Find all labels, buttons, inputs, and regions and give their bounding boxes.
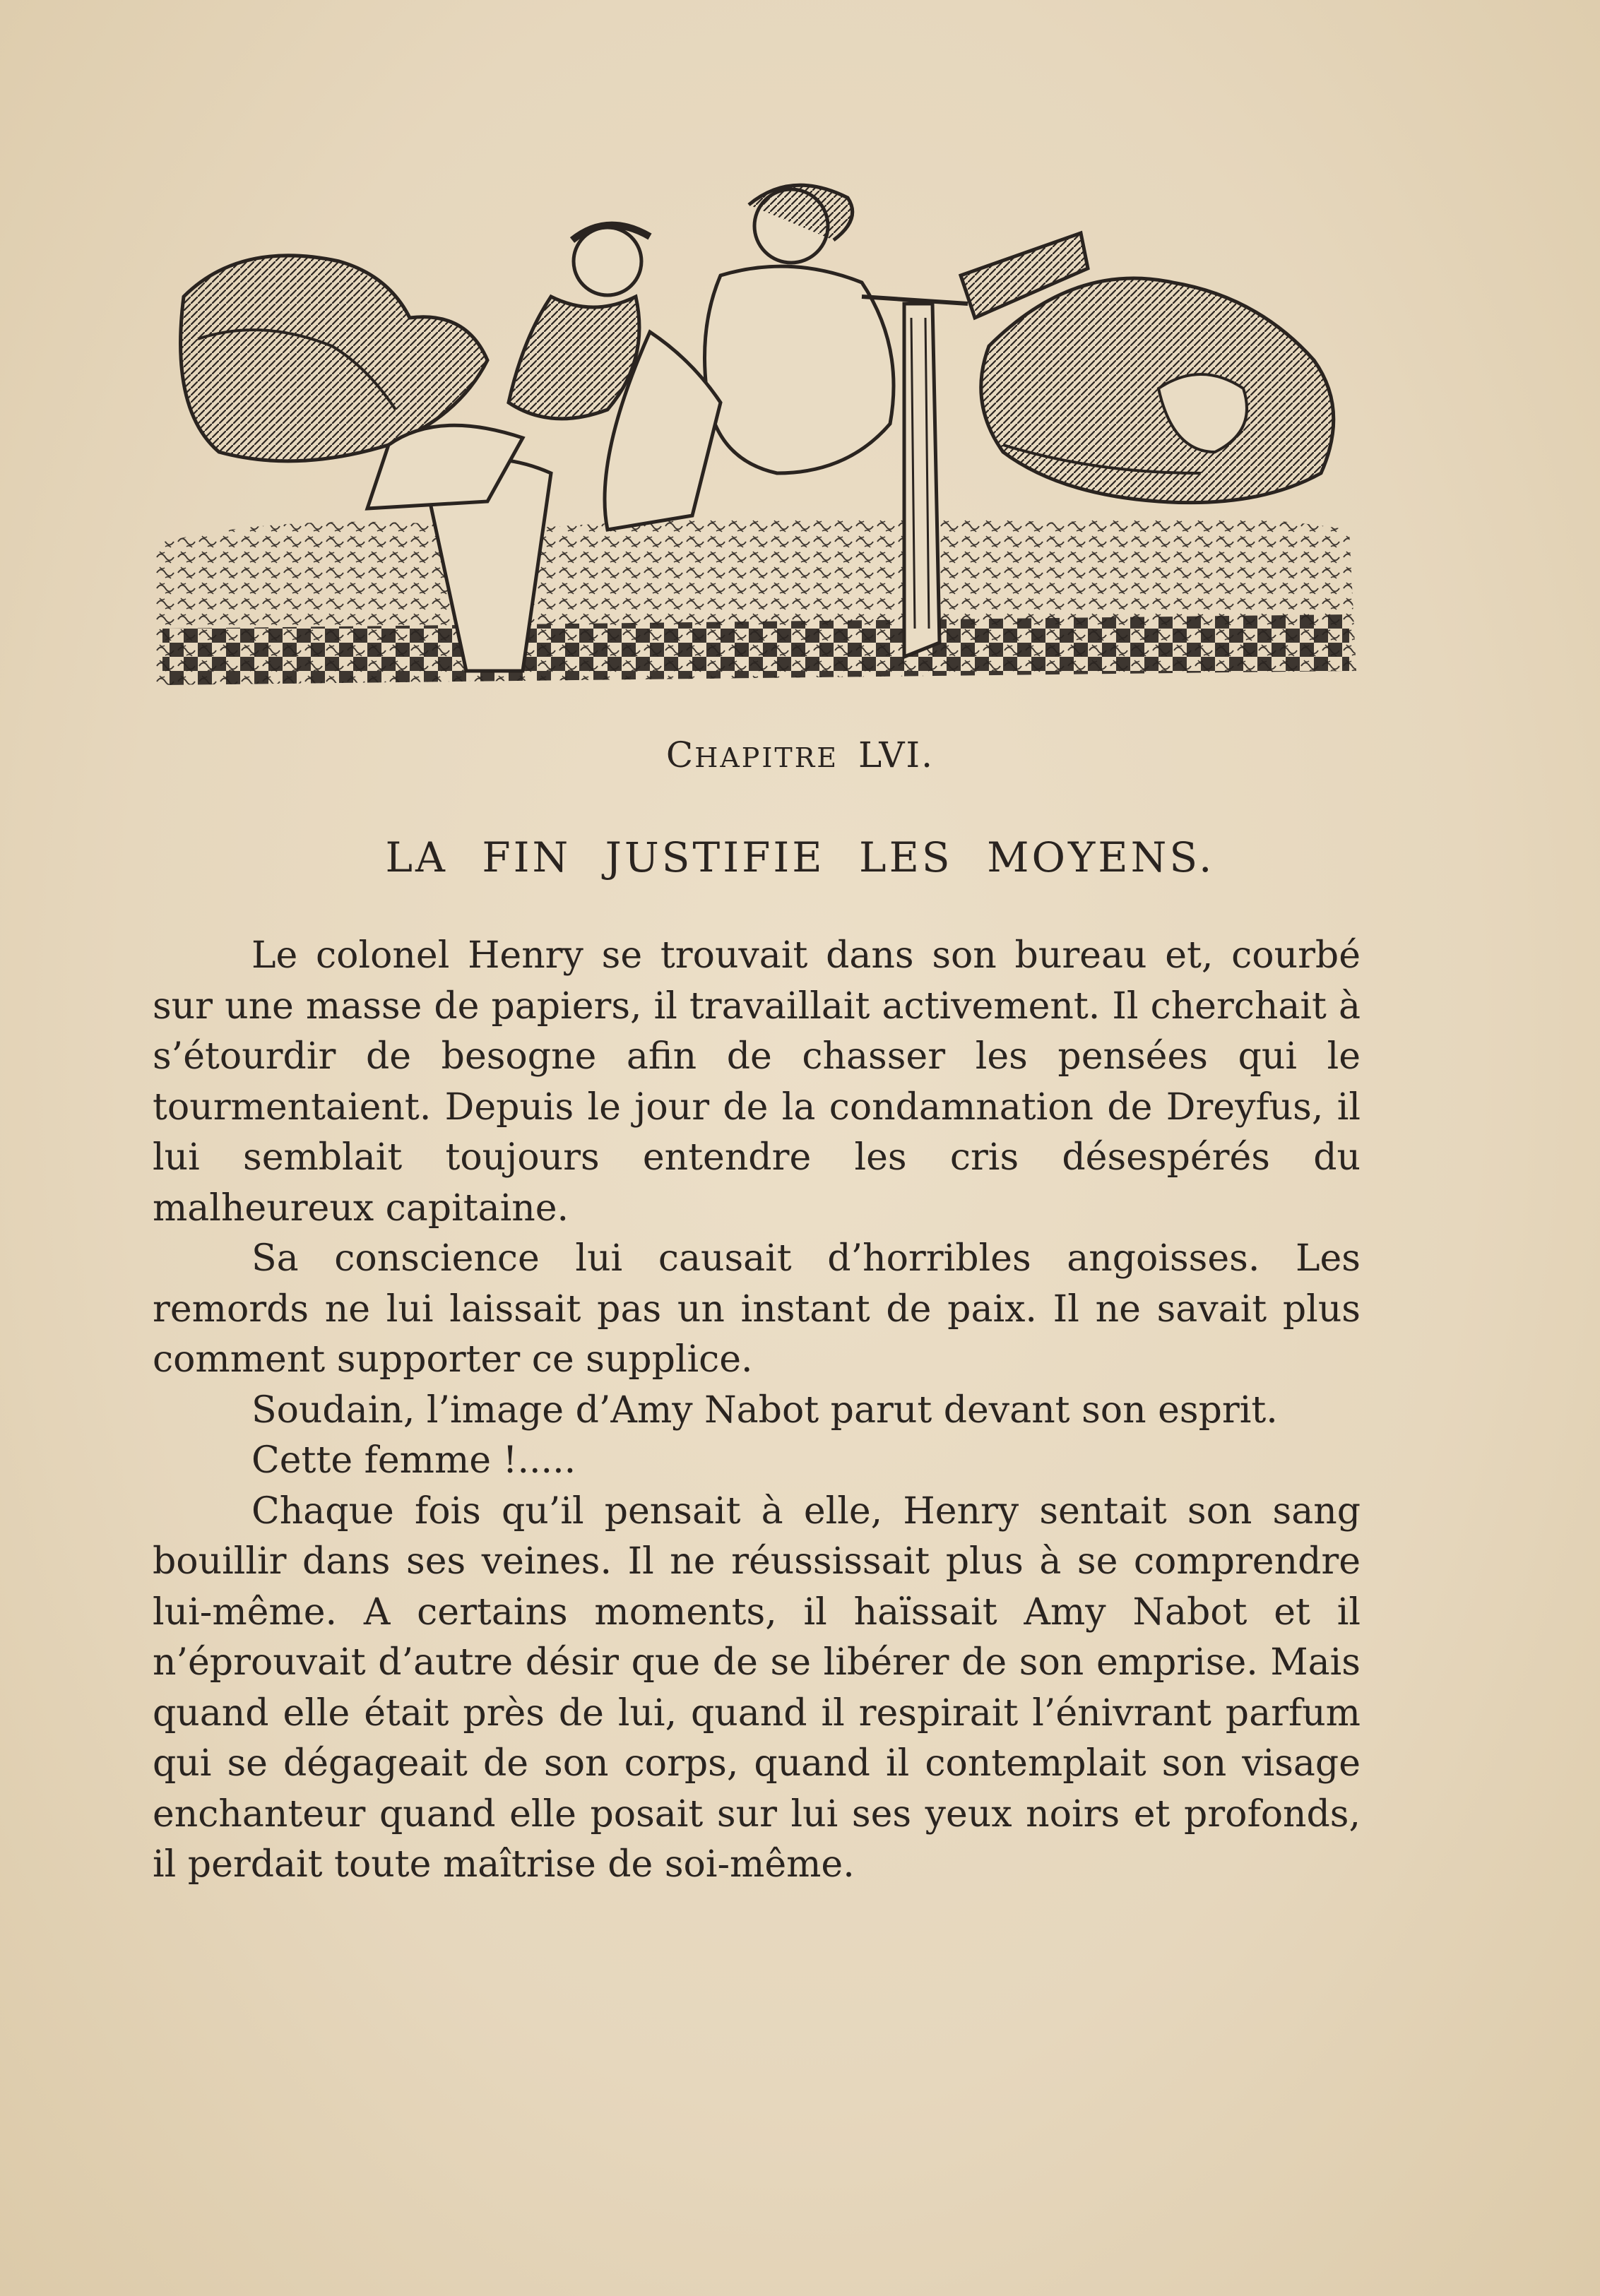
chapter-label-rest: HAPITRE bbox=[694, 742, 839, 773]
paragraph: Chaque fois qu’il pensait à elle, Henry sentait son sang bouillir dans ses veines. Il ne réussissait plus à se comprendre lui-même. A certains moments, il haïssait Amy Nabot et il n’éprouvait d’autre désir que de se libérer de son emprise. Mais quand elle était près de lui, quand il respirait l’énivrant parfum qui se dégageait de son corps, quand il contemplait son visage enchanteur quand elle posait sur lui ses yeux noirs et profonds, il perdait toute maîtrise de soi-même. bbox=[153, 1489, 1361, 1886]
paragraph: Soudain, l’image d’Amy Nabot parut devant son esprit. bbox=[251, 1388, 1278, 1432]
paragraph: Cette femme !..... bbox=[251, 1439, 576, 1482]
paragraph: Sa conscience lui causait d’horribles angoisses. Les remords ne lui laissait pas un instant de paix. Il ne savait plus comment supporter ce supplice. bbox=[153, 1237, 1361, 1381]
chapter-label-initial: C bbox=[665, 734, 695, 775]
chapter-title: LA FIN JUSTIFIE LES MOYENS. bbox=[385, 833, 1215, 881]
chapter-heading bbox=[0, 734, 1600, 775]
paragraph: Le colonel Henry se trouvait dans son bureau et, courbé sur une masse de papiers, il travaillait activement. Il cherchait à s’étourdir de besogne afin de chasser les pensées qui le tourmentaient. Depuis le jour de la condamnation de Dreyfus, il lui semblait toujours entendre les cris désespérés du malheureux capitaine. bbox=[153, 934, 1361, 1230]
chapter-vignette-illustration bbox=[155, 177, 1356, 713]
chapter-body bbox=[153, 931, 1361, 1891]
chapter-number: LVI. bbox=[858, 734, 935, 775]
